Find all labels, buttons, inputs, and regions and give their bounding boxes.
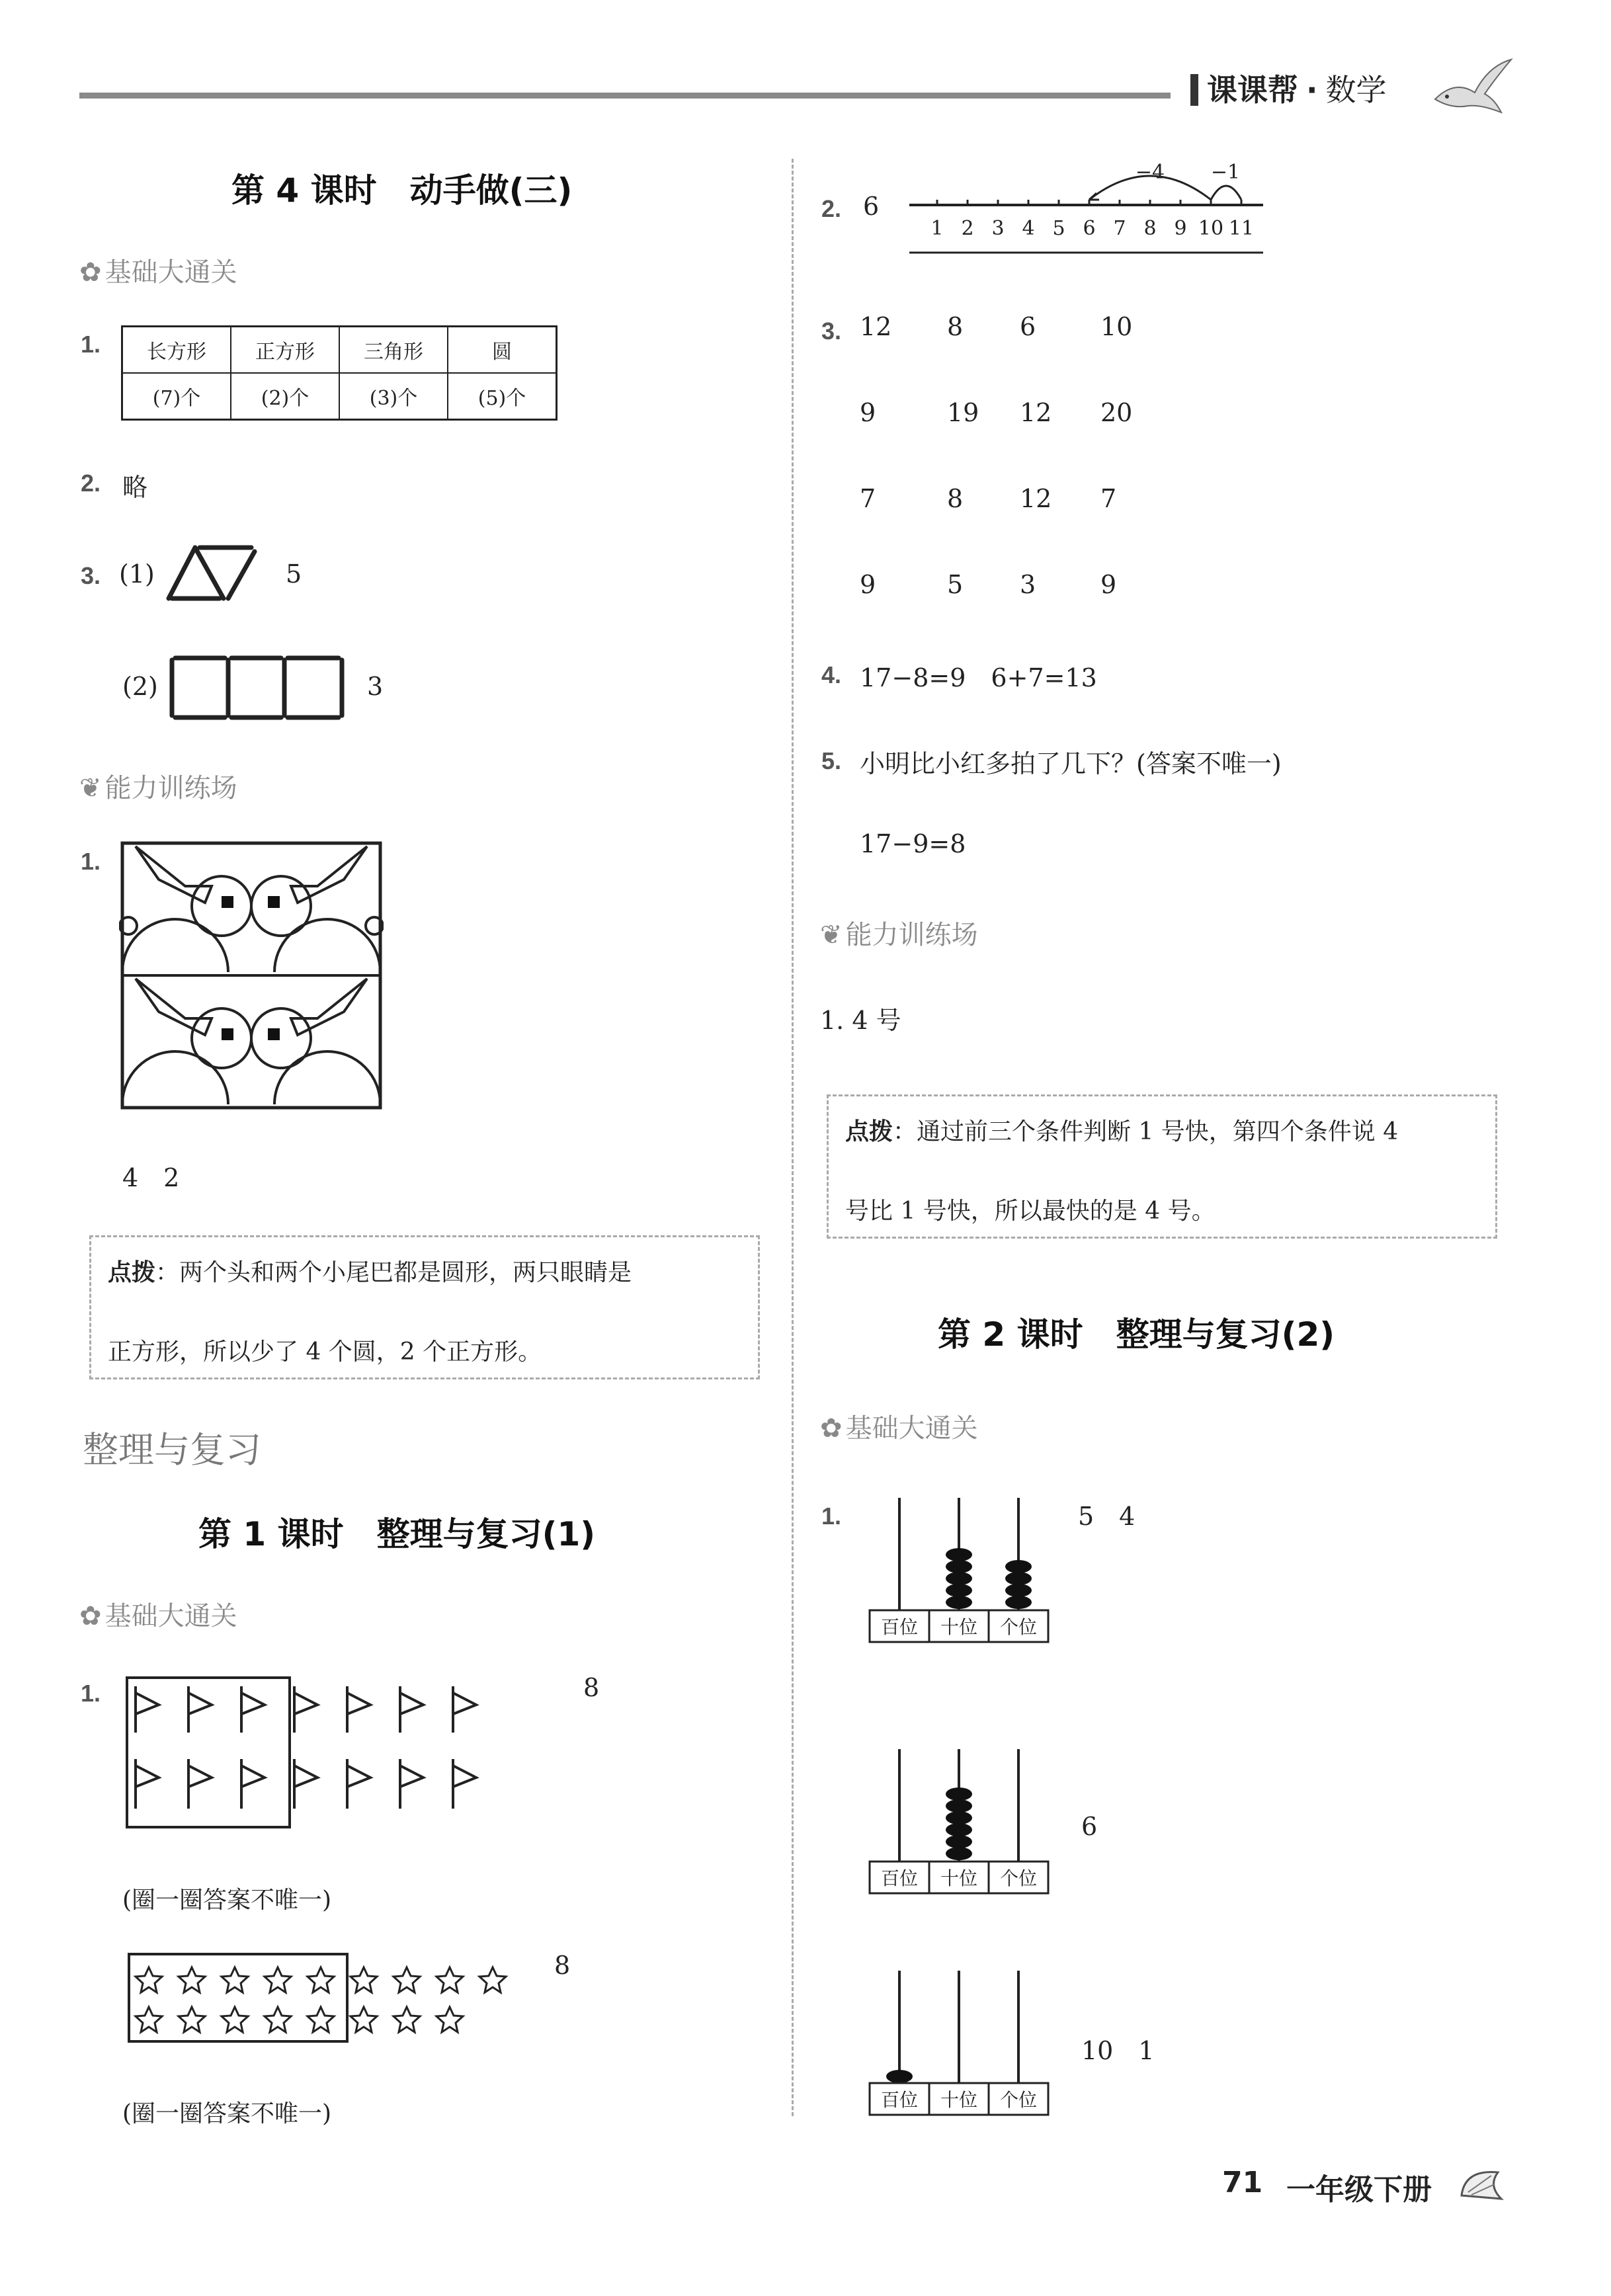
a1-number: 1. bbox=[81, 848, 101, 875]
note-line-2: 正方形，所以少了 4 个圆，2 个正方形。 bbox=[108, 1338, 542, 1366]
rabbit-figure bbox=[119, 840, 384, 1111]
shell-icon: ❦ bbox=[79, 773, 102, 803]
grid-cell: 20 bbox=[1100, 398, 1133, 427]
note-box-left bbox=[89, 1235, 760, 1379]
tick-label: 6 bbox=[1083, 217, 1096, 240]
r1-stars-answer: 8 bbox=[554, 1951, 571, 1980]
abacus3-answer: 10 1 bbox=[1081, 2036, 1155, 2065]
b1-number: 1. bbox=[821, 1502, 842, 1530]
abacus-label: 个位 bbox=[999, 2089, 1038, 2111]
grid-cell: 8 bbox=[947, 312, 964, 341]
grid-cell: 3 bbox=[1020, 570, 1036, 599]
grade-label: 一年级下册 bbox=[1286, 2173, 1432, 2207]
grid-cell: 9 bbox=[1100, 570, 1117, 599]
table-cell: 圆 bbox=[448, 327, 557, 374]
subject-text: 数学 bbox=[1325, 72, 1387, 108]
grid-row bbox=[860, 398, 1132, 484]
section-ability-label: 能力训练场 bbox=[104, 773, 237, 803]
r1-hint-2: (圈一圈答案不唯一) bbox=[122, 2100, 332, 2127]
abacus-label: 个位 bbox=[999, 1616, 1038, 1638]
grid-cell: 5 bbox=[947, 570, 964, 599]
tick-label: 9 bbox=[1174, 217, 1187, 240]
matchstick-squares bbox=[169, 655, 347, 721]
tick-label: 1 bbox=[930, 217, 944, 240]
octopus-icon: ✿ bbox=[79, 257, 102, 288]
q3-part1-answer: 5 bbox=[286, 559, 302, 589]
rq4-answer: 17−8=9 6+7=13 bbox=[860, 663, 1097, 692]
tick-label: 10 bbox=[1198, 217, 1224, 240]
grid-cell: 19 bbox=[947, 398, 979, 427]
abacus-label: 十位 bbox=[940, 1867, 978, 1889]
section-basic-label: 基础大通关 bbox=[104, 1601, 237, 1631]
grid-cell: 12 bbox=[860, 312, 892, 341]
table-cell: 三角形 bbox=[339, 327, 448, 374]
grid-row bbox=[860, 570, 1132, 656]
a1-answer: 4 2 bbox=[122, 1163, 180, 1192]
grid-cell: 7 bbox=[1100, 484, 1117, 513]
rq2-number: 2. bbox=[821, 195, 842, 222]
note-line-2: 号比 1 号快，所以最快的是 4 号。 bbox=[845, 1198, 1216, 1225]
grid-cell: 12 bbox=[1020, 484, 1052, 513]
note-line-1 bbox=[108, 1231, 632, 1315]
grid-cell: 7 bbox=[860, 484, 876, 513]
note-text: ：通过前三个条件判断 1 号快，第四个条件说 4 bbox=[893, 1118, 1399, 1145]
page-number: 71 bbox=[1222, 2166, 1263, 2199]
r1-number: 1. bbox=[81, 1680, 101, 1707]
r1-hint-1: (圈一圈答案不唯一) bbox=[122, 1887, 332, 1914]
tick-label: 2 bbox=[961, 217, 974, 240]
tick-label: 5 bbox=[1052, 217, 1065, 240]
q3-part2-answer: 3 bbox=[367, 672, 384, 701]
lesson4-title: 第 4 课时 动手做(三) bbox=[231, 171, 573, 210]
table-cell: 正方形 bbox=[231, 327, 339, 374]
table-row bbox=[122, 373, 557, 420]
brand-dot: · bbox=[1306, 72, 1318, 108]
abacus-label: 十位 bbox=[940, 1616, 978, 1638]
q2-number: 2. bbox=[81, 470, 101, 497]
jump-label: −1 bbox=[1210, 161, 1241, 184]
q2-answer: 略 bbox=[122, 473, 148, 502]
note-label: 点拨 bbox=[845, 1118, 893, 1145]
tick-label: 7 bbox=[1113, 217, 1126, 240]
note-text: ：两个头和两个小尾巴都是圆形，两只眼睛是 bbox=[155, 1259, 632, 1286]
jump-label: −4 bbox=[1135, 161, 1165, 184]
right-ability-answer: 1. 4 号 bbox=[820, 1006, 901, 1035]
rq5-answer: 17−9=8 bbox=[860, 829, 966, 858]
lesson1-title: 第 1 课时 整理与复习(1) bbox=[198, 1515, 596, 1553]
header-bar-mark bbox=[1190, 74, 1198, 106]
table-cell: (2)个 bbox=[231, 373, 339, 420]
grid-cell: 12 bbox=[1020, 398, 1052, 427]
section-ability bbox=[79, 767, 237, 805]
table-header-row bbox=[122, 327, 557, 374]
table-cell: (3)个 bbox=[339, 373, 448, 420]
abacus-label: 百位 bbox=[880, 1616, 919, 1638]
tick-label: 11 bbox=[1228, 217, 1255, 240]
table-cell: 长方形 bbox=[122, 327, 231, 374]
grid-cell: 10 bbox=[1100, 312, 1133, 341]
tick-label: 8 bbox=[1143, 217, 1157, 240]
grid-row bbox=[860, 484, 1132, 570]
right-section-basic bbox=[820, 1407, 978, 1445]
section-ability-label: 能力训练场 bbox=[845, 920, 978, 950]
lesson2-title: 第 2 课时 整理与复习(2) bbox=[938, 1315, 1335, 1354]
seagull-icon bbox=[1428, 53, 1514, 119]
q3-number: 3. bbox=[81, 562, 101, 589]
table-cell: (5)个 bbox=[448, 373, 557, 420]
brand-text: 课课帮 bbox=[1207, 72, 1298, 108]
rq5-question: 小明比小红多拍了几下？(答案不唯一) bbox=[860, 749, 1282, 778]
grid-cell: 6 bbox=[1020, 312, 1036, 341]
shell-icon bbox=[1458, 2166, 1505, 2202]
rq4-number: 4. bbox=[821, 661, 842, 688]
section-basic-label: 基础大通关 bbox=[845, 1413, 978, 1444]
octopus-icon: ✿ bbox=[820, 1413, 843, 1444]
matchstick-triangles bbox=[165, 542, 265, 602]
column-divider bbox=[792, 159, 794, 2116]
q3-grid bbox=[860, 312, 1132, 656]
abacus-3 bbox=[866, 1964, 1058, 2123]
grid-cell: 9 bbox=[860, 570, 876, 599]
section-basic bbox=[79, 251, 237, 289]
shell-icon: ❦ bbox=[820, 920, 843, 950]
review-heading: 整理与复习 bbox=[83, 1429, 261, 1471]
abacus1-answer: 5 4 bbox=[1078, 1502, 1136, 1531]
right-section-ability bbox=[820, 914, 978, 952]
abacus-label: 百位 bbox=[880, 2089, 919, 2111]
header-brand bbox=[1207, 66, 1386, 110]
note-box-right bbox=[827, 1094, 1497, 1239]
grid-row bbox=[860, 312, 1132, 398]
abacus-1 bbox=[866, 1491, 1058, 1650]
shape-count-table bbox=[121, 325, 558, 421]
abacus-label: 十位 bbox=[940, 2089, 978, 2111]
note-label: 点拨 bbox=[108, 1259, 156, 1286]
note-line-1 bbox=[845, 1090, 1398, 1174]
header-rule bbox=[79, 93, 1171, 99]
section-basic-2 bbox=[79, 1595, 237, 1633]
table-cell: (7)个 bbox=[122, 373, 231, 420]
q3-part2-label: (2) bbox=[122, 672, 158, 701]
abacus-label: 个位 bbox=[999, 1867, 1038, 1889]
rq2-answer: 6 bbox=[863, 192, 880, 221]
abacus-label: 百位 bbox=[880, 1867, 919, 1889]
r1-flags-answer: 8 bbox=[583, 1673, 600, 1702]
section-basic-label: 基础大通关 bbox=[104, 257, 237, 288]
grid-cell: 8 bbox=[947, 484, 964, 513]
grid-cell: 9 bbox=[860, 398, 876, 427]
number-line bbox=[909, 159, 1266, 258]
rq3-number: 3. bbox=[821, 317, 842, 345]
tick-label: 4 bbox=[1022, 217, 1035, 240]
flags-figure bbox=[122, 1673, 526, 1832]
tick-label: 3 bbox=[991, 217, 1005, 240]
abacus-2 bbox=[866, 1742, 1058, 1901]
rq5-number: 5. bbox=[821, 747, 842, 774]
q1-number: 1. bbox=[81, 331, 101, 358]
q3-part1-label: (1) bbox=[119, 559, 155, 589]
octopus-icon: ✿ bbox=[79, 1601, 102, 1631]
stars-figure bbox=[126, 1951, 522, 2050]
abacus2-answer: 6 bbox=[1081, 1812, 1098, 1841]
